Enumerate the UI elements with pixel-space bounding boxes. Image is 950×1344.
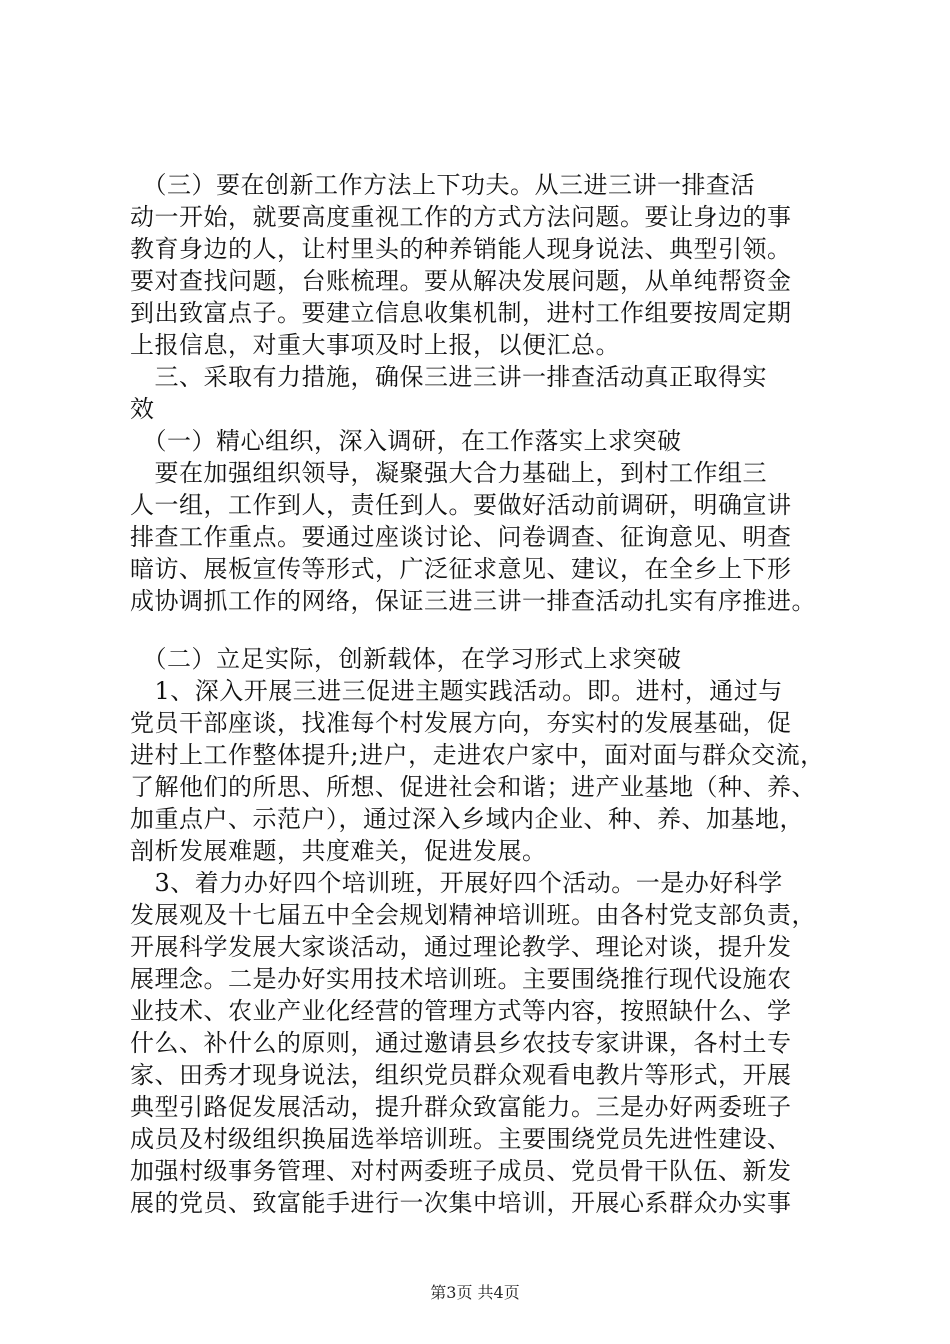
text-line: 发展观及十七届五中全会规划精神培训班。由各村党支部负责，	[130, 901, 816, 929]
text-line: 人一组，工作到人，责任到人。要做好活动前调研，明确宣讲	[130, 491, 792, 519]
text-line: 要在加强组织领导，凝聚强大合力基础上，到村工作组三	[130, 459, 767, 487]
text-line: 动一开始，就要高度重视工作的方式方法问题。要让身边的事	[130, 203, 792, 231]
paragraph-gap	[130, 617, 850, 643]
text-line: （三）要在创新工作方法上下功夫。从三进三讲一排查活	[130, 171, 755, 199]
document-body	[130, 169, 850, 1219]
text-line: 展理念。二是办好实用技术培训班。主要围绕推行现代设施农	[130, 965, 792, 993]
text-line: 成员及村级组织换届选举培训班。主要围绕党员先进性建设、	[130, 1125, 792, 1153]
text-line: 1、深入开展三进三促进主题实践活动。即。进村，通过与	[130, 677, 783, 705]
text-line: 3、着力办好四个培训班，开展好四个活动。一是办好科学	[130, 869, 783, 897]
text-line: 家、田秀才现身说法，组织党员群众观看电教片等形式，开展	[130, 1061, 792, 1089]
text-line: 到出致富点子。要建立信息收集机制，进村工作组要按周定期	[130, 299, 792, 327]
text-line: 业技术、农业产业化经营的管理方式等内容，按照缺什么、学	[130, 997, 792, 1025]
text-line: 成协调抓工作的网络，保证三进三讲一排查活动扎实有序推进。	[130, 587, 816, 615]
text-line: 进村上工作整体提升;进户，走进农户家中，面对面与群众交流，	[130, 741, 825, 769]
text-line: 党员干部座谈，找准每个村发展方向，夯实村的发展基础，促	[130, 709, 792, 737]
page-number-footer: 第3页 共4页	[430, 1283, 520, 1302]
text-line: 上报信息，对重大事项及时上报，以便汇总。	[130, 331, 620, 359]
text-line: 剖析发展难题，共度难关，促进发展。	[130, 837, 547, 865]
text-line: 典型引路促发展活动，提升群众致富能力。三是办好两委班子	[130, 1093, 792, 1121]
subsection-heading: （二）立足实际，创新载体，在学习形式上求突破	[130, 645, 682, 673]
text-line: 展的党员、致富能手进行一次集中培训，开展心系群众办实事	[130, 1189, 792, 1217]
section-heading-line: 效	[130, 395, 155, 423]
section-heading-line: 三、采取有力措施，确保三进三讲一排查活动真正取得实	[130, 363, 767, 391]
text-line: 开展科学发展大家谈活动，通过理论教学、理论对谈，提升发	[130, 933, 792, 961]
text-line: 什么、补什么的原则，通过邀请县乡农技专家讲课，各村土专	[130, 1029, 792, 1057]
text-line: 教育身边的人，让村里头的种养销能人现身说法、典型引领。	[130, 235, 792, 263]
paragraph-block-1	[130, 169, 850, 617]
text-line: 排查工作重点。要通过座谈讨论、问卷调查、征询意见、明查	[130, 523, 792, 551]
text-line: 要对查找问题，台账梳理。要从解决发展问题，从单纯帮资金	[130, 267, 792, 295]
text-line: 暗访、展板宣传等形式，广泛征求意见、建议，在全乡上下形	[130, 555, 792, 583]
paragraph-block-2	[130, 643, 850, 1219]
text-line: 加重点户、示范户），通过深入乡域内企业、种、养、加基地，	[130, 805, 804, 833]
text-line: 了解他们的所思、所想、促进社会和谐；进产业基地（种、养、	[130, 773, 816, 801]
text-line: 加强村级事务管理、对村两委班子成员、党员骨干队伍、新发	[130, 1157, 792, 1185]
subsection-heading: （一）精心组织，深入调研，在工作落实上求突破	[130, 427, 682, 455]
